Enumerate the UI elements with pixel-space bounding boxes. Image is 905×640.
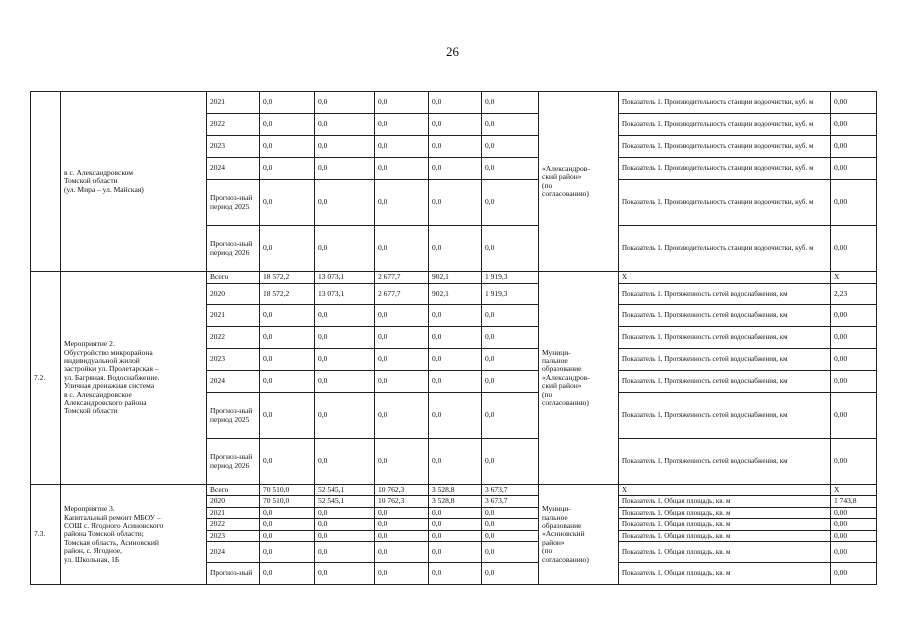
regional-amount: 0,0 [375,136,429,158]
year-cell: Прогноз-ный период 2026 [207,226,260,272]
measure-name-line: (ул. Мира – ул. Майская) [64,184,144,194]
regional-amount: 0,0 [375,305,429,327]
local-amount: 0,0 [429,439,482,485]
executor-line: образование [542,364,582,374]
indicator-name: Показатель 1. Производительность станции водоочистки, куб. м [619,180,831,226]
federal-amount: 0,0 [315,507,375,518]
federal-amount: 0,0 [315,519,375,530]
row-number [31,92,61,272]
executor-line: согласованию) [542,398,589,408]
indicator-name: Показатель 1. Производительность станции водоочистки, куб. м [619,226,831,272]
year-cell: 2020 [207,284,260,305]
measure-name-line: индивидуальной жилой [64,355,140,365]
other-amount: 0,0 [482,114,539,136]
measure-name-line: ул. Школьная, 1Б [64,554,120,564]
federal-amount: 0,0 [315,542,375,563]
indicator-name: Показатель 1. Общая площадь, кв. м [619,530,831,541]
other-amount: 0,0 [482,371,539,393]
year-cell: 2021 [207,92,260,114]
year-cell: 2023 [207,136,260,158]
indicator-name: Показатель 1. Протяженность сетей водоснабжения, км [619,393,831,439]
regional-amount: 0,0 [375,393,429,439]
year-cell: 2024 [207,158,260,180]
regional-amount: 0,0 [375,158,429,180]
federal-amount: 0,0 [315,327,375,349]
total-amount: 0,0 [260,136,315,158]
executor-line: образование [542,520,582,530]
executor-line: согласованию) [542,188,589,198]
row-number: 7.2. [31,272,61,485]
regional-amount: 0,0 [375,519,429,530]
table-row [31,92,877,114]
other-amount: 3 673,7 [482,485,539,496]
indicator-value: 2,23 [831,284,877,305]
indicator-name: Х [619,272,831,284]
measure-name-line: ул. Багряная. Водоснабжение. [64,372,160,382]
indicator-name: Показатель 1. Общая площадь, кв. м [619,519,831,530]
other-amount: 0,0 [482,519,539,530]
year-cell: 2022 [207,327,260,349]
local-amount: 0,0 [429,563,482,585]
other-amount: 0,0 [482,92,539,114]
local-amount: 0,0 [429,349,482,371]
executor-line: ский район» [542,381,582,391]
program-table [30,91,877,585]
indicator-value: 0,00 [831,563,877,585]
indicator-value: 0,00 [831,305,877,327]
measure-name-line: Томская область, Асиновский [64,537,159,547]
federal-amount: 0,0 [315,158,375,180]
indicator-name: Показатель 1. Протяженность сетей водоснабжения, км [619,371,831,393]
total-amount: 18 572,2 [260,272,315,284]
other-amount: 1 919,3 [482,272,539,284]
executor-line: «Асиновский [542,529,585,539]
indicator-value: 0,00 [831,519,877,530]
federal-amount: 52 545,1 [315,496,375,507]
federal-amount: 0,0 [315,92,375,114]
measure-name-line: Обустройство микрорайона [64,347,153,357]
total-amount: 0,0 [260,305,315,327]
total-amount: 0,0 [260,371,315,393]
regional-amount: 0,0 [375,439,429,485]
local-amount: 0,0 [429,327,482,349]
table-body [31,92,877,585]
indicator-name: Показатель 1. Протяженность сетей водоснабжения, км [619,349,831,371]
indicator-value: 1 743,8 [831,496,877,507]
indicator-value: 0,00 [831,393,877,439]
other-amount: 3 673,7 [482,496,539,507]
total-amount: 0,0 [260,226,315,272]
regional-amount: 0,0 [375,92,429,114]
measure-name-line: Александровского района [64,398,147,408]
federal-amount: 0,0 [315,393,375,439]
other-amount: 0,0 [482,327,539,349]
local-amount: 0,0 [429,542,482,563]
table-row [31,272,877,284]
indicator-value: 0,00 [831,136,877,158]
local-amount: 3 528,8 [429,496,482,507]
year-cell: Прогноз-ный период 2026 [207,439,260,485]
measure-name [61,92,207,272]
total-amount: 18 572,2 [260,284,315,305]
year-cell: 2022 [207,519,260,530]
measure-name-line: Томской области [64,406,118,416]
executor-line: «Александров- [542,163,590,173]
year-cell: Прогноз-ный период 2025 [207,180,260,226]
executor [539,485,619,585]
indicator-value: 0,00 [831,530,877,541]
local-amount: 0,0 [429,226,482,272]
other-amount: 0,0 [482,136,539,158]
local-amount: 0,0 [429,519,482,530]
local-amount: 0,0 [429,158,482,180]
federal-amount: 13 073,1 [315,284,375,305]
regional-amount: 0,0 [375,180,429,226]
indicator-name: Показатель 1. Производительность станции водоочистки, куб. м [619,114,831,136]
measure-name-line: Уличная дренажная система [64,381,155,391]
indicator-name: Показатель 1. Общая площадь, кв. м [619,563,831,585]
executor-line: пальное [542,355,568,365]
total-amount: 0,0 [260,542,315,563]
local-amount: 902,1 [429,272,482,284]
other-amount: 0,0 [482,180,539,226]
total-amount: 0,0 [260,519,315,530]
year-cell: 2020 [207,496,260,507]
measure-name-line: Мероприятие 2. [64,339,115,349]
executor-line: «Александров- [542,372,590,382]
federal-amount: 0,0 [315,305,375,327]
indicator-name: Показатель 1. Протяженность сетей водоснабжения, км [619,305,831,327]
indicator-value: 0,00 [831,371,877,393]
federal-amount: 0,0 [315,371,375,393]
measure-name [61,272,207,485]
indicator-value: 0,00 [831,226,877,272]
executor [539,272,619,485]
executor-line: (по [542,546,553,556]
total-amount: 0,0 [260,563,315,585]
measure-name-line: в с. Александровское [64,389,132,399]
page-number: 26 [446,44,459,59]
indicator-value: 0,00 [831,327,877,349]
total-amount: 0,0 [260,180,315,226]
local-amount: 3 528,8 [429,485,482,496]
row-number: 7.3. [31,485,61,585]
executor-line: (по [542,180,553,190]
year-cell: 2022 [207,114,260,136]
measure-name-line: района Томской области; [64,529,144,539]
total-amount: 0,0 [260,530,315,541]
indicator-value: 0,00 [831,542,877,563]
federal-amount: 13 073,1 [315,272,375,284]
other-amount: 0,0 [482,563,539,585]
measure-name-line: Капитальный ремонт МБОУ – [64,512,161,522]
regional-amount: 10 762,3 [375,485,429,496]
indicator-value: 0,00 [831,114,877,136]
regional-amount: 0,0 [375,226,429,272]
other-amount: 0,0 [482,439,539,485]
indicator-value: Х [831,485,877,496]
regional-amount: 0,0 [375,530,429,541]
total-amount: 0,0 [260,349,315,371]
federal-amount: 0,0 [315,136,375,158]
regional-amount: 0,0 [375,327,429,349]
measure-name [61,485,207,585]
measure-name-line: СОШ с. Ягодного Асиновского [64,520,164,530]
indicator-value: 0,00 [831,439,877,485]
indicator-name: Показатель 1. Протяженность сетей водоснабжения, км [619,327,831,349]
local-amount: 0,0 [429,393,482,439]
year-cell: Прогноз-ный период 2025 [207,393,260,439]
year-cell: Всего [207,485,260,496]
indicator-name: Показатель 1. Производительность станции водоочистки, куб. м [619,136,831,158]
indicator-name: Показатель 1. Производительность станции водоочистки, куб. м [619,158,831,180]
total-amount: 0,0 [260,439,315,485]
total-amount: 0,0 [260,92,315,114]
other-amount: 0,0 [482,507,539,518]
federal-amount: 0,0 [315,530,375,541]
local-amount: 902,1 [429,284,482,305]
year-cell: 2021 [207,305,260,327]
total-amount: 0,0 [260,327,315,349]
federal-amount: 0,0 [315,563,375,585]
total-amount: 0,0 [260,158,315,180]
executor [539,92,619,272]
indicator-name: Показатель 1. Производительность станции водоочистки, куб. м [619,92,831,114]
other-amount: 1 919,3 [482,284,539,305]
regional-amount: 0,0 [375,349,429,371]
indicator-name: Показатель 1. Протяженность сетей водоснабжения, км [619,439,831,485]
executor-line: Муници- [542,347,571,357]
measure-name-line: район, с. Ягодное, [64,546,122,556]
year-cell: 2023 [207,349,260,371]
federal-amount: 0,0 [315,180,375,226]
federal-amount: 0,0 [315,439,375,485]
other-amount: 0,0 [482,393,539,439]
total-amount: 0,0 [260,393,315,439]
indicator-value: Х [831,272,877,284]
executor-line: согласованию) [542,554,589,564]
measure-name-line: Мероприятие 3. [64,504,115,514]
indicator-name: Показатель 1. Протяженность сетей водоснабжения, км [619,284,831,305]
local-amount: 0,0 [429,305,482,327]
total-amount: 0,0 [260,114,315,136]
other-amount: 0,0 [482,542,539,563]
total-amount: 0,0 [260,507,315,518]
local-amount: 0,0 [429,114,482,136]
table-row [31,485,877,496]
local-amount: 0,0 [429,371,482,393]
regional-amount: 2 677,7 [375,272,429,284]
year-cell: 2021 [207,507,260,518]
local-amount: 0,0 [429,92,482,114]
other-amount: 0,0 [482,305,539,327]
indicator-name: Х [619,485,831,496]
year-cell: Всего [207,272,260,284]
measure-name-line: застройки ул. Пролетарская – [64,364,159,374]
executor-line: (по [542,389,553,399]
executor-line: район» [542,537,565,547]
year-cell: Прогноз-ный [207,563,260,585]
year-cell: 2024 [207,542,260,563]
regional-amount: 2 677,7 [375,284,429,305]
federal-amount: 52 545,1 [315,485,375,496]
indicator-name: Показатель 1. Общая площадь, кв. м [619,507,831,518]
executor-line: ский район» [542,172,582,182]
other-amount: 0,0 [482,226,539,272]
total-amount: 70 510,0 [260,496,315,507]
federal-amount: 0,0 [315,349,375,371]
executor-line: Муници- [542,504,571,514]
measure-name-line: в с. Александровском [64,167,133,177]
indicator-value: 0,00 [831,507,877,518]
indicator-name: Показатель 1. Общая площадь, кв. м [619,496,831,507]
year-cell: 2023 [207,530,260,541]
regional-amount: 10 762,3 [375,496,429,507]
local-amount: 0,0 [429,136,482,158]
measure-name-line: Томской области [64,176,118,186]
indicator-value: 0,00 [831,349,877,371]
other-amount: 0,0 [482,349,539,371]
year-cell: 2024 [207,371,260,393]
regional-amount: 0,0 [375,542,429,563]
executor-line: пальное [542,512,568,522]
regional-amount: 0,0 [375,563,429,585]
federal-amount: 0,0 [315,114,375,136]
other-amount: 0,0 [482,158,539,180]
other-amount: 0,0 [482,530,539,541]
regional-amount: 0,0 [375,114,429,136]
total-amount: 70 510,0 [260,485,315,496]
local-amount: 0,0 [429,180,482,226]
regional-amount: 0,0 [375,507,429,518]
federal-amount: 0,0 [315,226,375,272]
regional-amount: 0,0 [375,371,429,393]
indicator-value: 0,00 [831,92,877,114]
local-amount: 0,0 [429,530,482,541]
indicator-value: 0,00 [831,158,877,180]
indicator-name: Показатель 1. Общая площадь, кв. м [619,542,831,563]
local-amount: 0,0 [429,507,482,518]
indicator-value: 0,00 [831,180,877,226]
